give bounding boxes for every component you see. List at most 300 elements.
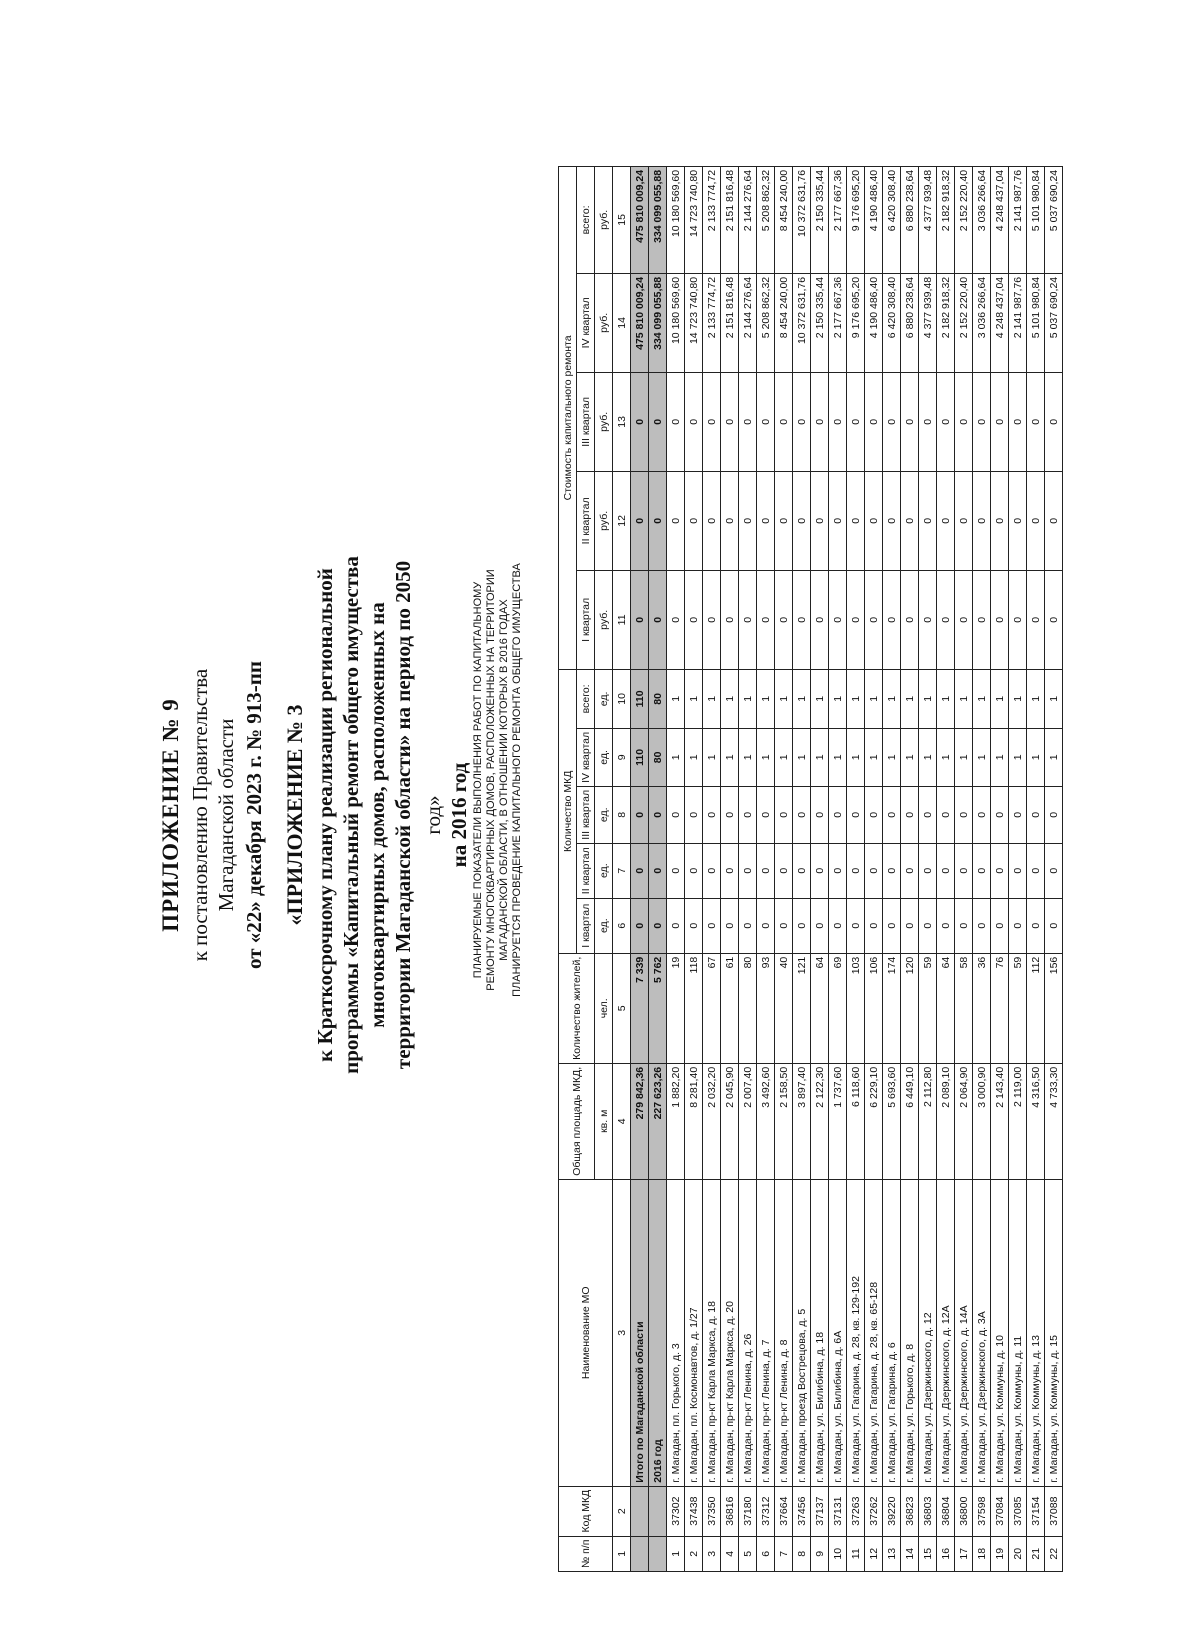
cell-q1: 0: [1045, 898, 1063, 953]
cell-name: г. Магадан, пл. Горького, д. 3: [667, 1179, 685, 1486]
cell-total: 1: [955, 669, 973, 728]
cell-q2: 0: [865, 843, 883, 898]
cell-q3: 0: [739, 786, 757, 843]
summary-total: 80: [649, 669, 667, 728]
cell-q2: 0: [991, 843, 1009, 898]
program-line: год»: [421, 795, 445, 835]
cell-c1: 0: [1009, 570, 1027, 669]
cell-name: г. Магадан, пр-кт Ленина, д. 7: [757, 1179, 775, 1486]
cell-cost-q4: 2 177 667,36: [829, 273, 847, 372]
cell-residents: 58: [955, 953, 973, 1063]
cell-c1: 0: [919, 570, 937, 669]
cell-q3: 0: [757, 786, 775, 843]
cell-cost-total: 6 420 308,40: [883, 166, 901, 273]
cell-q3: 0: [883, 786, 901, 843]
unit-count: ед.: [595, 728, 613, 786]
cell-q2: 0: [937, 843, 955, 898]
cell-area: 2 032,20: [703, 1063, 721, 1179]
cell-q3: 0: [775, 786, 793, 843]
cell-c3: 0: [901, 372, 919, 471]
cell-total: 1: [739, 669, 757, 728]
cell-q3: 0: [1027, 786, 1045, 843]
cell-q3: 0: [667, 786, 685, 843]
cell-q1: 0: [955, 898, 973, 953]
col-header-count-total: всего:: [577, 669, 595, 728]
unit-count: ед.: [595, 669, 613, 728]
cell-area: 1 737,60: [829, 1063, 847, 1179]
cell-name: г. Магадан, проезд Вострецова, д. 5: [793, 1179, 811, 1486]
cell-q1: 0: [1027, 898, 1045, 953]
cell-area: 2 089,10: [937, 1063, 955, 1179]
col-header-count-q2: II квартал: [577, 843, 595, 898]
cell-q4: 1: [1009, 728, 1027, 786]
table-row: [955, 166, 973, 1571]
cell-code: 37438: [685, 1486, 703, 1536]
cell-c1: 0: [703, 570, 721, 669]
cell-n: 9: [811, 1536, 829, 1571]
cell-residents: 59: [1009, 953, 1027, 1063]
cell-q4: 1: [811, 728, 829, 786]
cell-c2: 0: [865, 471, 883, 570]
cell-q3: 0: [865, 786, 883, 843]
unit-cost: руб.: [595, 471, 613, 570]
header-line-4: от «22» декабря 2023 г. № 913-пп: [242, 660, 266, 970]
cell-area: 2 119,00: [1009, 1063, 1027, 1179]
cell-c1: 0: [757, 570, 775, 669]
cell-total: 1: [811, 669, 829, 728]
cell-q2: 0: [739, 843, 757, 898]
summary-q3: 0: [649, 786, 667, 843]
table-row: [901, 166, 919, 1571]
cell-cost-total: 2 182 918,32: [937, 166, 955, 273]
cell-total: 1: [883, 669, 901, 728]
table-row: [937, 166, 955, 1571]
cell-c1: 0: [721, 570, 739, 669]
cell-residents: 69: [829, 953, 847, 1063]
cell-c1: 0: [901, 570, 919, 669]
summary-residents: 5 762: [649, 953, 667, 1063]
cell-total: 1: [757, 669, 775, 728]
cell-cost-q4: 10 180 569,60: [667, 273, 685, 372]
cell-q1: 0: [775, 898, 793, 953]
cell-cost-q4: 4 190 486,40: [865, 273, 883, 372]
cell-code: 37262: [865, 1486, 883, 1536]
table-row: [721, 166, 739, 1571]
cell-residents: 106: [865, 953, 883, 1063]
cell-cost-q4: 2 133 774,72: [703, 273, 721, 372]
cell-name: г. Магадан, ул. Коммуны, д. 15: [1045, 1179, 1063, 1486]
cell-n: 19: [991, 1536, 1009, 1571]
cell-n: 22: [1045, 1536, 1063, 1571]
cell-q1: 0: [757, 898, 775, 953]
table-row: [757, 166, 775, 1571]
cell-code: 37350: [703, 1486, 721, 1536]
cell-total: 1: [1009, 669, 1027, 728]
cell-q3: 0: [1045, 786, 1063, 843]
appendix3-title: «ПРИЛОЖЕНИЕ № 3: [282, 704, 307, 926]
cell-q3: 0: [847, 786, 865, 843]
cell-total: 1: [937, 669, 955, 728]
cell-c3: 0: [919, 372, 937, 471]
cell-n: 13: [883, 1536, 901, 1571]
summary-c4: 475 810 009,24: [631, 273, 649, 372]
cell-n: 21: [1027, 1536, 1045, 1571]
appendix-title: ПРИЛОЖЕНИЕ № 9: [158, 698, 183, 932]
table-row: [919, 166, 937, 1571]
cell-c3: 0: [955, 372, 973, 471]
cell-cost-total: 8 454 240,00: [775, 166, 793, 273]
cell-residents: 67: [703, 953, 721, 1063]
cell-code: 37180: [739, 1486, 757, 1536]
cell-q3: 0: [991, 786, 1009, 843]
cell-q1: 0: [991, 898, 1009, 953]
cell-cost-total: 4 248 437,04: [991, 166, 1009, 273]
cell-cost-total: 2 151 816,48: [721, 166, 739, 273]
cell-residents: 103: [847, 953, 865, 1063]
cell-name: г. Магадан, ул. Дзержинского, д. 12: [919, 1179, 937, 1486]
cell-residents: 36: [973, 953, 991, 1063]
cell-c1: 0: [811, 570, 829, 669]
col-header-cost-q4: IV квартал: [577, 273, 595, 372]
cell-cost-total: 2 177 667,36: [829, 166, 847, 273]
cell-total: 1: [667, 669, 685, 728]
cell-n: 15: [919, 1536, 937, 1571]
cell-cost-total: 2 141 987,76: [1009, 166, 1027, 273]
cell-c2: 0: [685, 471, 703, 570]
cell-c3: 0: [703, 372, 721, 471]
index-cell: 7: [613, 843, 631, 898]
cell-cost-total: 14 723 740,80: [685, 166, 703, 273]
cell-area: 2 122,30: [811, 1063, 829, 1179]
cell-area: 1 882,20: [667, 1063, 685, 1179]
cell-c3: 0: [739, 372, 757, 471]
cell-q1: 0: [847, 898, 865, 953]
cell-n: 1: [667, 1536, 685, 1571]
cell-q4: 1: [757, 728, 775, 786]
cell-area: 2 007,40: [739, 1063, 757, 1179]
index-cell: 8: [613, 786, 631, 843]
summary-total: 110: [631, 669, 649, 728]
subtitle-line: ПЛАНИРУЕМЫЕ ПОКАЗАТЕЛИ ВЫПОЛНЕНИЯ РАБОТ ПО КАПИТАЛЬНОМУ: [472, 581, 484, 979]
cell-c2: 0: [991, 471, 1009, 570]
cell-c1: 0: [667, 570, 685, 669]
table-row: [1027, 166, 1045, 1571]
cell-name: г. Магадан, ул. Коммуны, д. 10: [991, 1179, 1009, 1486]
cell-cost-total: 10 372 631,76: [793, 166, 811, 273]
cell-n: 11: [847, 1536, 865, 1571]
cell-q2: 0: [901, 843, 919, 898]
table-row: [829, 166, 847, 1571]
cell-residents: 174: [883, 953, 901, 1063]
col-header-cost-total: всего:: [577, 166, 595, 273]
cell-q3: 0: [1009, 786, 1027, 843]
cell-name: г. Магадан, пр-кт Карла Маркса, д. 18: [703, 1179, 721, 1486]
index-cell: 12: [613, 471, 631, 570]
cell-q4: 1: [793, 728, 811, 786]
col-header-count-q4: IV квартал: [577, 728, 595, 786]
program-line: к Краткосрочному плану реализации региональной: [313, 568, 337, 1062]
table-row: [847, 166, 865, 1571]
cell-n: 12: [865, 1536, 883, 1571]
cell-q2: 0: [1045, 843, 1063, 898]
summary-area: 227 623,26: [649, 1063, 667, 1179]
cell-total: 1: [973, 669, 991, 728]
summary-name: Итого по Магаданской области: [631, 1179, 649, 1486]
cell-q3: 0: [973, 786, 991, 843]
cell-area: 2 143,40: [991, 1063, 1009, 1179]
cell-q3: 0: [703, 786, 721, 843]
cell-area: 4 316,50: [1027, 1063, 1045, 1179]
cell-name: г. Магадан, ул. Гагарина, д. 28, кв. 129-192: [847, 1179, 865, 1486]
cell-q1: 0: [667, 898, 685, 953]
cell-area: 2 158,50: [775, 1063, 793, 1179]
cell-q2: 0: [811, 843, 829, 898]
cell-name: г. Магадан, ул. Гагарина, д. 6: [883, 1179, 901, 1486]
cell-area: 2 064,90: [955, 1063, 973, 1179]
cell-n: 2: [685, 1536, 703, 1571]
cell-q1: 0: [703, 898, 721, 953]
summary-ctotal: 334 099 055,88: [649, 166, 667, 273]
cell-total: 1: [703, 669, 721, 728]
cell-code: 37154: [1027, 1486, 1045, 1536]
cell-c2: 0: [955, 471, 973, 570]
cell-code: 37302: [667, 1486, 685, 1536]
cell-q1: 0: [901, 898, 919, 953]
cell-area: 8 281,40: [685, 1063, 703, 1179]
cell-code: 36800: [955, 1486, 973, 1536]
repair-plan-table: [558, 166, 1063, 1572]
cell-code: 37263: [847, 1486, 865, 1536]
summary-c2: 0: [631, 471, 649, 570]
summary-q4: 80: [649, 728, 667, 786]
cell-c1: 0: [991, 570, 1009, 669]
cell-q4: 1: [667, 728, 685, 786]
cell-n: 8: [793, 1536, 811, 1571]
cell-c1: 0: [685, 570, 703, 669]
index-row: [613, 166, 631, 1571]
summary-c3: 0: [649, 372, 667, 471]
cell-q2: 0: [847, 843, 865, 898]
cell-name: г. Магадан, пр-кт Ленина, д. 26: [739, 1179, 757, 1486]
cell-c2: 0: [1009, 471, 1027, 570]
cell-code: 36804: [937, 1486, 955, 1536]
cell-q1: 0: [937, 898, 955, 953]
cell-c3: 0: [883, 372, 901, 471]
cell-total: 1: [1027, 669, 1045, 728]
cell-name: г. Магадан, ул. Коммуны, д. 13: [1027, 1179, 1045, 1486]
cell-name: г. Магадан, ул. Дзержинского, д. 12А: [937, 1179, 955, 1486]
cell-c2: 0: [703, 471, 721, 570]
cell-c1: 0: [955, 570, 973, 669]
col-header-count-q3: III квартал: [577, 786, 595, 843]
index-cell: 15: [613, 166, 631, 273]
summary-q3: 0: [631, 786, 649, 843]
cell-cost-q4: 5 101 980,84: [1027, 273, 1045, 372]
cell-residents: 59: [919, 953, 937, 1063]
cell-q2: 0: [703, 843, 721, 898]
cell-q4: 1: [937, 728, 955, 786]
summary-q1: 0: [631, 898, 649, 953]
cell-q1: 0: [1009, 898, 1027, 953]
cell-n: 4: [721, 1536, 739, 1571]
summary-code: [631, 1486, 649, 1536]
cell-c1: 0: [739, 570, 757, 669]
cell-n: 20: [1009, 1536, 1027, 1571]
cell-c1: 0: [793, 570, 811, 669]
summary-area: 279 842,36: [631, 1063, 649, 1179]
cell-name: г. Магадан, пр-кт Карла Маркса, д. 20: [721, 1179, 739, 1486]
cell-area: 3 492,60: [757, 1063, 775, 1179]
summary-c4: 334 099 055,88: [649, 273, 667, 372]
table-row: [775, 166, 793, 1571]
cell-cost-total: 9 176 695,20: [847, 166, 865, 273]
cell-n: 17: [955, 1536, 973, 1571]
col-header-code: Код МКД: [559, 1486, 613, 1536]
unit-cost: руб.: [595, 273, 613, 372]
cell-total: 1: [919, 669, 937, 728]
cell-residents: 76: [991, 953, 1009, 1063]
cell-total: 1: [1045, 669, 1063, 728]
cell-q4: 1: [919, 728, 937, 786]
cell-q4: 1: [775, 728, 793, 786]
cell-q4: 1: [955, 728, 973, 786]
cell-c1: 0: [829, 570, 847, 669]
cell-cost-q4: 14 723 740,80: [685, 273, 703, 372]
cell-c3: 0: [685, 372, 703, 471]
cell-cost-total: 4 190 486,40: [865, 166, 883, 273]
cell-c1: 0: [775, 570, 793, 669]
summary-ctotal: 475 810 009,24: [631, 166, 649, 273]
cell-name: г. Магадан, ул. Билибина, д. 6А: [829, 1179, 847, 1486]
cell-total: 1: [685, 669, 703, 728]
cell-total: 1: [991, 669, 1009, 728]
cell-c1: 0: [973, 570, 991, 669]
cell-n: 7: [775, 1536, 793, 1571]
cell-cost-q4: 2 152 220,40: [955, 273, 973, 372]
cell-q2: 0: [1027, 843, 1045, 898]
cell-cost-q4: 2 151 816,48: [721, 273, 739, 372]
col-header-name: Наименование МО: [559, 1179, 613, 1486]
cell-cost-q4: 6 420 308,40: [883, 273, 901, 372]
col-header-residents: Количество жителей,: [559, 953, 595, 1063]
cell-n: 3: [703, 1536, 721, 1571]
cell-code: 37131: [829, 1486, 847, 1536]
cell-n: 6: [757, 1536, 775, 1571]
cell-q2: 0: [793, 843, 811, 898]
col-header-cost-q1: I квартал: [577, 570, 595, 669]
program-line: программы «Капитальный ремонт общего имущества: [339, 556, 363, 1074]
cell-name: г. Магадан, пр-кт Ленина, д. 8: [775, 1179, 793, 1486]
subtitle-line: РЕМОНТУ МНОГОКВАРТИРНЫХ ДОМОВ, РАСПОЛОЖЕННЫХ НА ТЕРРИТОРИИ: [485, 569, 497, 991]
cell-c2: 0: [973, 471, 991, 570]
col-header-cost-q2: II квартал: [577, 471, 595, 570]
cell-name: г. Магадан, ул. Билибина, д. 18: [811, 1179, 829, 1486]
table-row: [865, 166, 883, 1571]
cell-area: 3 000,90: [973, 1063, 991, 1179]
cell-cost-total: 10 180 569,60: [667, 166, 685, 273]
cell-q2: 0: [919, 843, 937, 898]
cell-code: 37456: [793, 1486, 811, 1536]
cell-code: 37088: [1045, 1486, 1063, 1536]
cell-q2: 0: [775, 843, 793, 898]
cell-cost-total: 2 152 220,40: [955, 166, 973, 273]
cell-q4: 1: [973, 728, 991, 786]
cell-q1: 0: [883, 898, 901, 953]
table-row: [703, 166, 721, 1571]
cell-c3: 0: [847, 372, 865, 471]
unit-count: ед.: [595, 898, 613, 953]
header-line-2: к постановлению Правительства: [188, 668, 212, 962]
cell-cost-q4: 6 880 238,64: [901, 273, 919, 372]
cell-c2: 0: [811, 471, 829, 570]
table-row: [991, 166, 1009, 1571]
cell-c3: 0: [991, 372, 1009, 471]
cell-q4: 1: [1045, 728, 1063, 786]
cell-c3: 0: [757, 372, 775, 471]
summary-n: [649, 1536, 667, 1571]
cell-total: 1: [793, 669, 811, 728]
cell-cost-q4: 4 377 939,48: [919, 273, 937, 372]
cell-code: 37084: [991, 1486, 1009, 1536]
table-row: [883, 166, 901, 1571]
cell-c1: 0: [937, 570, 955, 669]
summary-code: [649, 1486, 667, 1536]
cell-q3: 0: [901, 786, 919, 843]
unit-count: ед.: [595, 786, 613, 843]
unit-cost: руб.: [595, 166, 613, 273]
cell-cost-q4: 5 037 690,24: [1045, 273, 1063, 372]
cell-residents: 40: [775, 953, 793, 1063]
cell-q4: 1: [865, 728, 883, 786]
cell-c2: 0: [883, 471, 901, 570]
program-line: многоквартирных домов, расположенных на: [365, 602, 389, 1028]
summary-q4: 110: [631, 728, 649, 786]
cell-c2: 0: [1027, 471, 1045, 570]
cell-residents: 19: [667, 953, 685, 1063]
cell-q2: 0: [667, 843, 685, 898]
cell-c3: 0: [811, 372, 829, 471]
cell-c1: 0: [883, 570, 901, 669]
cell-q3: 0: [721, 786, 739, 843]
index-cell: 1: [613, 1536, 631, 1571]
cell-n: 16: [937, 1536, 955, 1571]
cell-cost-total: 5 101 980,84: [1027, 166, 1045, 273]
col-header-count-group: Количество МКД: [559, 669, 577, 953]
table-row: [973, 166, 991, 1571]
cell-q3: 0: [829, 786, 847, 843]
table-row: [793, 166, 811, 1571]
cell-cost-q4: 5 208 862,32: [757, 273, 775, 372]
program-line: территории Магаданской области» на период по 2050: [391, 560, 415, 1070]
table-row: [811, 166, 829, 1571]
cell-c2: 0: [829, 471, 847, 570]
table-row: [667, 166, 685, 1571]
cell-cost-total: 2 144 276,64: [739, 166, 757, 273]
cell-c1: 0: [1045, 570, 1063, 669]
cell-q4: 1: [685, 728, 703, 786]
cell-code: 37137: [811, 1486, 829, 1536]
summary-n: [631, 1536, 649, 1571]
cell-c1: 0: [1027, 570, 1045, 669]
cell-residents: 80: [739, 953, 757, 1063]
cell-total: 1: [775, 669, 793, 728]
cell-code: 36816: [721, 1486, 739, 1536]
cell-q2: 0: [1009, 843, 1027, 898]
cell-c1: 0: [865, 570, 883, 669]
cell-c2: 0: [721, 471, 739, 570]
cell-cost-total: 5 037 690,24: [1045, 166, 1063, 273]
cell-c2: 0: [667, 471, 685, 570]
